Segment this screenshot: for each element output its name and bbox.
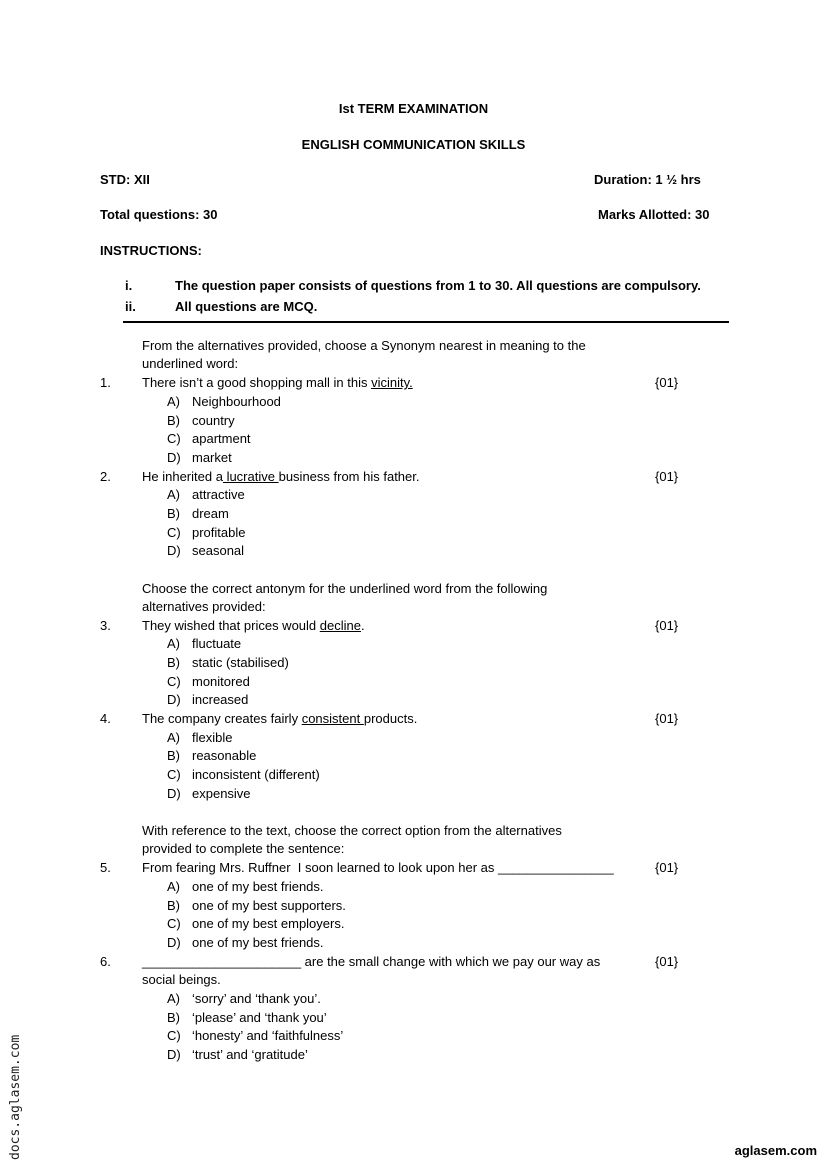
option-letter: A) — [167, 636, 180, 651]
option-letter: D) — [167, 1047, 181, 1062]
option-letter: A) — [167, 879, 180, 894]
exam-title: Ist TERM EXAMINATION — [338, 101, 489, 116]
question-text: He inherited a lucrative business from his father. — [142, 469, 420, 484]
option-letter: A) — [167, 730, 180, 745]
option-text: dream — [192, 506, 229, 521]
underlined-word: lucrative — [222, 469, 279, 484]
option-letter: D) — [167, 543, 181, 558]
section-instruction: With reference to the text, choose the correct option from the alternatives — [142, 823, 562, 838]
option-letter: B) — [167, 655, 180, 670]
option-letter: D) — [167, 692, 181, 707]
std-label: STD: XII — [100, 172, 150, 187]
option-text: flexible — [192, 730, 233, 745]
question-text: ______________________ are the small change with which we pay our way as — [142, 954, 601, 969]
option-text: ‘sorry’ and ‘thank you’. — [192, 991, 321, 1006]
option-text: profitable — [192, 525, 246, 540]
section-instruction: alternatives provided: — [142, 599, 266, 614]
question-marks: {01} — [655, 469, 679, 484]
option-text: ‘trust’ and ‘gratitude’ — [192, 1047, 308, 1062]
subject-title: ENGLISH COMMUNICATION SKILLS — [301, 137, 526, 152]
option-letter: C) — [167, 431, 181, 446]
instruction-number: i. — [125, 278, 133, 293]
question-number: 4. — [100, 711, 111, 726]
option-letter: D) — [167, 786, 181, 801]
duration-label: Duration: 1 ½ hrs — [594, 172, 701, 187]
question-number: 1. — [100, 375, 111, 390]
option-letter: D) — [167, 935, 181, 950]
option-letter: A) — [167, 487, 180, 502]
option-text: static (stabilised) — [192, 655, 289, 670]
question-marks: {01} — [655, 375, 679, 390]
section-instruction: underlined word: — [142, 356, 239, 371]
question-text: The company creates fairly consistent products. — [142, 711, 418, 726]
option-text: one of my best employers. — [192, 916, 345, 931]
option-letter: C) — [167, 1028, 181, 1043]
watermark-url: docs.aglasem.com — [8, 1034, 23, 1160]
question-marks: {01} — [655, 860, 679, 875]
option-text: Neighbourhood — [192, 394, 281, 409]
option-letter: B) — [167, 1010, 180, 1025]
option-text: attractive — [192, 487, 245, 502]
question-text-continued: social beings. — [142, 972, 221, 987]
option-text: expensive — [192, 786, 251, 801]
underlined-word: decline — [319, 618, 361, 633]
option-letter: C) — [167, 674, 181, 689]
option-text: one of my best supporters. — [192, 898, 346, 913]
question-number: 3. — [100, 618, 111, 633]
instruction-text: The question paper consists of questions from 1 to 30. All questions are compulsory. — [175, 278, 701, 293]
option-letter: A) — [167, 991, 180, 1006]
option-letter: C) — [167, 916, 181, 931]
option-letter: C) — [167, 767, 181, 782]
option-text: fluctuate — [192, 636, 242, 651]
question-number: 6. — [100, 954, 111, 969]
question-marks: {01} — [655, 711, 679, 726]
option-letter: C) — [167, 525, 181, 540]
option-text: inconsistent (different) — [192, 767, 320, 782]
section-instruction: provided to complete the sentence: — [142, 841, 345, 856]
option-text: one of my best friends. — [192, 879, 324, 894]
option-text: reasonable — [192, 748, 257, 763]
option-letter: D) — [167, 450, 181, 465]
underlined-word: consistent — [301, 711, 364, 726]
question-marks: {01} — [655, 954, 679, 969]
question-number: 5. — [100, 860, 111, 875]
question-text: From fearing Mrs. Ruffner I soon learned to look upon her as ________________ — [142, 860, 614, 875]
header-divider — [123, 321, 729, 323]
instruction-text: All questions are MCQ. — [175, 299, 318, 314]
total-questions-label: Total questions: 30 — [100, 207, 218, 222]
option-text: country — [192, 413, 235, 428]
option-letter: B) — [167, 748, 180, 763]
option-letter: B) — [167, 413, 180, 428]
question-text: They wished that prices would decline. — [142, 618, 365, 633]
answer-blank: ______________________ — [142, 954, 302, 969]
option-text: one of my best friends. — [192, 935, 324, 950]
option-text: ‘honesty’ and ‘faithfulness’ — [192, 1028, 344, 1043]
question-number: 2. — [100, 469, 111, 484]
option-text: ‘please’ and ‘thank you’ — [192, 1010, 327, 1025]
section-instruction: From the alternatives provided, choose a Synonym nearest in meaning to the — [142, 338, 586, 353]
question-marks: {01} — [655, 618, 679, 633]
option-letter: A) — [167, 394, 180, 409]
option-text: monitored — [192, 674, 250, 689]
question-text: There isn’t a good shopping mall in this vicinity. — [142, 375, 413, 390]
option-letter: B) — [167, 506, 180, 521]
option-text: increased — [192, 692, 249, 707]
underlined-word: vicinity. — [371, 375, 413, 390]
instruction-number: ii. — [125, 299, 136, 314]
marks-label: Marks Allotted: 30 — [598, 207, 710, 222]
instructions-heading: INSTRUCTIONS: — [100, 243, 202, 258]
site-watermark: aglasem.com — [734, 1143, 817, 1158]
option-text: apartment — [192, 431, 251, 446]
option-text: market — [192, 450, 232, 465]
section-instruction: Choose the correct antonym for the underlined word from the following — [142, 581, 548, 596]
option-letter: B) — [167, 898, 180, 913]
answer-blank: ________________ — [498, 860, 614, 875]
option-text: seasonal — [192, 543, 245, 558]
